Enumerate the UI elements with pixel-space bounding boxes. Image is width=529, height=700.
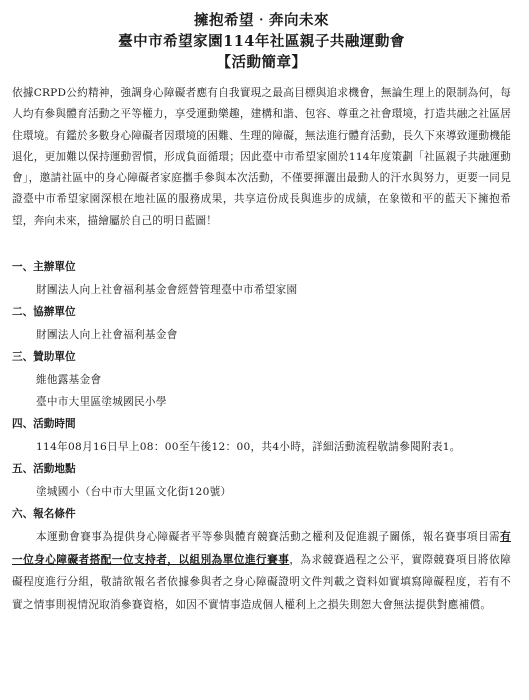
slogan-title: 擁抱希望‧奔向未來 (194, 12, 329, 29)
registration-text-before: 本運動會賽事為提供身心障礙者平等參與體育競賽活動之權利及促進親子關係，報名賽事項目需 (36, 531, 501, 544)
event-title: 臺中市希望家園114年社區親子共融運動會 (118, 33, 405, 50)
co-organizer-line: 財團法人向上社會福利基金會 (36, 329, 178, 342)
section-heading-co-organizer: 二、協辦單位 (12, 306, 76, 319)
time-line: 114年08月16日早上08：00至午後12：00，共4小時，詳細活動流程敬請參閱附表1。 (36, 441, 461, 454)
sponsor-line: 臺中市大里區塗城國民小學 (36, 396, 167, 409)
place-line: 塗城國小（台中市大里區文化街120號） (36, 486, 232, 499)
registration-paragraph (12, 526, 511, 616)
section-heading-organizer: 一、主辦單位 (12, 261, 76, 274)
section-heading-registration: 六、報名條件 (12, 508, 76, 521)
registration-text-after: ，為求競賽過程之公平，實際競賽項目將依障礙程度進行分組，敬請欲報名者依據參與者之身心障礙證明文件判載之資料如實填寫障礙程度，若有不實之情事則視情況取消參賽資格，如因不實情事造成個人權利上之損失則恕大會無法提供對應補償。 (12, 553, 512, 611)
organizer-line: 財團法人向上社會福利基金會經營管理臺中市希望家園 (36, 284, 298, 297)
section-heading-sponsor: 三、贊助單位 (12, 351, 76, 364)
section-heading-place: 五、活動地點 (12, 463, 76, 476)
registration-emphasis: 有一位身心障礙者搭配一位支持者，以組別為單位進行賽事 (12, 531, 511, 566)
doc-type-title: 【活動簡章】 (216, 54, 307, 71)
sponsor-line: 維他露基金會 (36, 374, 102, 387)
intro-paragraph: 依據CRPD公約精神，強調身心障礙者應有自我實現之最高目標與追求機會，無論生理上的限制為何，每人均有參與體育活動之平等權力，享受運動樂趣，建構和諧、包容、尊重之社會環境，打造共融之社區居住環境。有鑑於多數身心障礙者因環境的困難、生理的障礙，無法進行體育活動，長久下來導致運動機能退化，更加難以保持運動習慣，形成負面循環；因此臺中市希望家園於114年度策劃「社區親子共融運動會」，邀請社區中的身心障礙者家庭攜手參與本次活動，不僅要揮灑出最動人的汗水與努力，更要一同見證臺中市希望家園深根在地社區的服務成果，共享這份成長與進步的成績，在象徵和平的藍天下擁抱希望，奔向未來，描繪屬於自己的明日藍圖！ (12, 87, 511, 227)
section-heading-time: 四、活動時間 (12, 418, 76, 431)
